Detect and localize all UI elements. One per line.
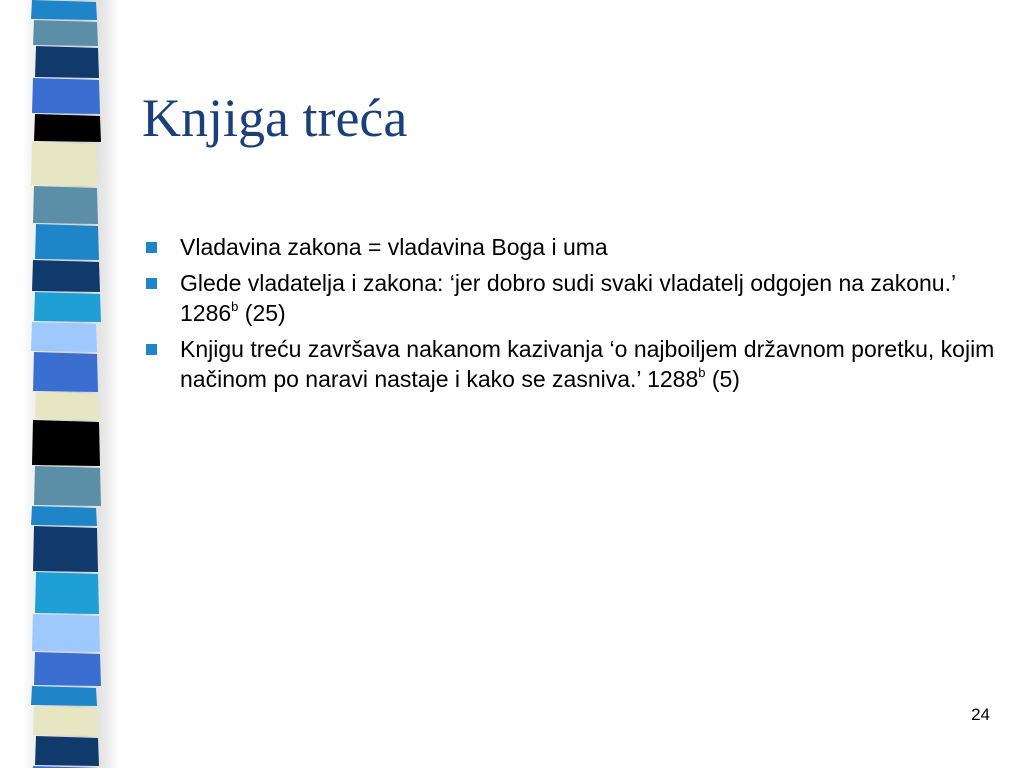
stripe-block (33, 706, 98, 736)
stripe-block (33, 20, 98, 46)
bullet-superscript: b (231, 299, 239, 314)
stripe-block (35, 736, 99, 766)
stripe-block (31, 686, 97, 706)
stripe-block (35, 224, 99, 260)
square-bullet-icon (146, 278, 157, 289)
stripe-block (31, 142, 97, 186)
stripe-block (31, 0, 97, 20)
stripe-block (32, 78, 100, 114)
stripe-block (33, 352, 98, 392)
stripe-block (32, 420, 100, 466)
stripe-block (35, 572, 99, 614)
bullet-list (144, 232, 1004, 400)
square-bullet-icon (146, 242, 157, 253)
stripe-block (32, 260, 100, 292)
stripe-block (34, 114, 101, 142)
decorative-stripe (0, 0, 120, 768)
stripe-block (35, 46, 99, 78)
square-bullet-icon (146, 344, 157, 355)
bullet-text-after: (5) (705, 366, 740, 392)
bullet-text: Knjigu treću završava nakanom kazivanja ‘o najboiljem državnom poretku, kojim načinom po naravi nastaje i kako se zasniva.’ 1288 (180, 336, 995, 392)
stripe-block (32, 614, 100, 652)
stripe-block (34, 466, 101, 506)
stripe-block (34, 292, 101, 322)
bullet-superscript: b (698, 365, 706, 380)
stripe-block (33, 186, 98, 224)
page-number: 24 (971, 705, 990, 724)
stripe-block (31, 506, 97, 526)
stripe-block (34, 652, 101, 686)
bullet-item-3 (144, 334, 1004, 394)
bullet-text: Vladavina zakona = vladavina Boga i uma (180, 234, 608, 260)
stripe-block (31, 322, 97, 352)
bullet-text-after: (25) (238, 300, 286, 326)
bullet-item-2 (144, 268, 1004, 328)
bullet-text: Glede vladatelja i zakona: ‘jer dobro sudi svaki vladatelj odgojen na zakonu.’ 1286 (180, 270, 956, 326)
stripe-block (35, 392, 99, 420)
slide-title: Knjiga treća (142, 88, 408, 148)
stripe-block (33, 526, 98, 572)
bullet-item-1 (144, 232, 1004, 262)
